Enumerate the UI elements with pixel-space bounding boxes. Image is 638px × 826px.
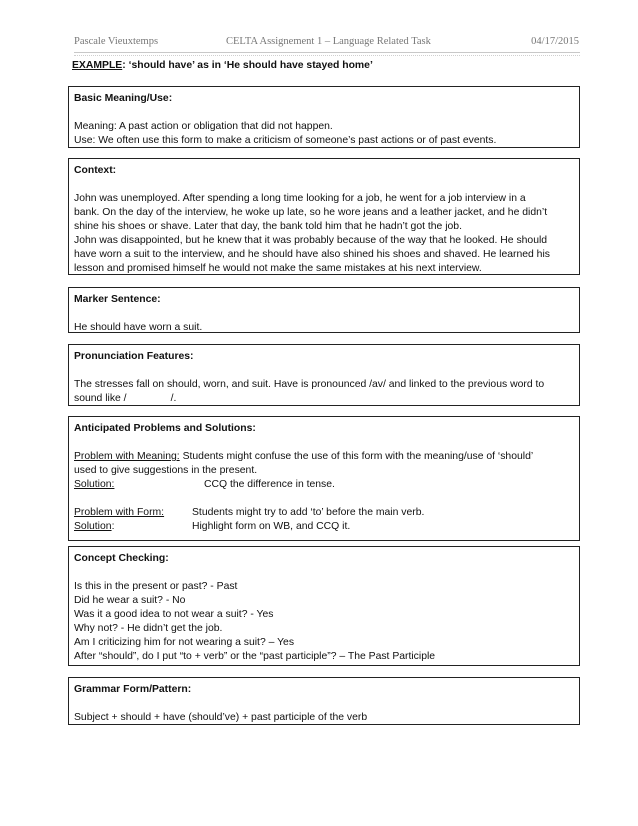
problem-form-line [74,506,574,520]
problem-meaning-line [74,450,574,464]
header-divider-dotted [74,55,580,56]
pronunciation-line-2-end: /. [170,393,177,404]
solution-1-text: CCQ the difference in tense. [204,479,335,490]
context-line: John was disappointed, but he knew that it was probably because of the way that he looked. He should [74,235,548,246]
document-date: 04/17/2015 [531,36,579,47]
ccq-line: Why not? - He didn’t get the job. [74,623,223,634]
problem-form-label: Problem with Form: [74,507,165,518]
solution-1-line [74,478,574,492]
ccq-line: Was it a good idea to not wear a suit? - Yes [74,609,274,620]
solution-2-colon: : [111,521,115,532]
meaning-line: Meaning: A past action or obligation that did not happen. [74,121,333,132]
basic-meaning-title: Basic Meaning/Use: [74,93,173,104]
example-heading [72,60,373,71]
pronunciation-line-2 [74,392,574,406]
problem-form-text: Students might try to add ‘to’ before the main verb. [192,507,425,518]
context-line: John was unemployed. After spending a long time looking for a job, he went for a job interview in a [74,193,526,204]
context-line: bank. On the day of the interview, he woke up late, so he wore jeans and a leather jacket, and he didn’t [74,207,548,218]
pronunciation-title: Pronunciation Features: [74,351,194,362]
context-box [68,158,580,275]
context-line: have worn a suit to the interview, and he should have also shined his shoes and shaved. He learned his [74,249,550,260]
page-header [74,36,579,50]
use-line: Use: We often use this form to make a criticism of someone’s past actions or of past events. [74,135,497,146]
solution-2-label: Solution [74,521,112,532]
ccq-line: Did he wear a suit? - No [74,595,186,606]
example-label: EXAMPLE [72,60,123,71]
context-title: Context: [74,165,117,176]
solution-2-text: Highlight form on WB, and CCQ it. [192,521,351,532]
marker-sentence-text: He should have worn a suit. [74,322,203,333]
ccq-line: After “should”, do I put “to + verb” or the “past participle”? – The Past Participle [74,651,436,662]
marker-sentence-title: Marker Sentence: [74,294,161,305]
assignment-title: CELTA Assignement 1 – Language Related Task [226,36,431,47]
problem-meaning-label: Problem with Meaning: [74,451,180,462]
grammar-form-title: Grammar Form/Pattern: [74,684,192,695]
anticipated-problems-box [68,416,580,541]
pronunciation-box [68,344,580,406]
ccq-line: Am I criticizing him for not wearing a suit? – Yes [74,637,295,648]
concept-checking-title: Concept Checking: [74,553,169,564]
problem-meaning-line-2: used to give suggestions in the present. [74,465,258,476]
pronunciation-line: The stresses fall on should, worn, and suit. Have is pronounced /av/ and linked to the previous word to [74,379,545,390]
anticipated-title: Anticipated Problems and Solutions: [74,423,256,434]
concept-checking-box [68,546,580,666]
author-name: Pascale Vieuxtemps [74,36,159,47]
context-line: lesson and promised himself he would not make the same mistakes at his next interview. [74,263,482,274]
problem-meaning-text: Students might confuse the use of this form with the meaning/use of ‘should’ [179,451,534,462]
basic-meaning-box [68,86,580,148]
solution-2-line [74,520,574,534]
solution-1-label: Solution: [74,479,115,490]
grammar-form-text: Subject + should + have (should’ve) + past participle of the verb [74,712,368,723]
context-line: shine his shoes or shave. Later that day, the bank told him that he hadn’t got the job. [74,221,462,232]
example-text: : ‘should have’ as in ‘He should have stayed home’ [122,60,373,71]
marker-sentence-box [68,287,580,333]
pronunciation-line-2-start: sound like / [74,393,127,404]
ccq-line: Is this in the present or past? - Past [74,581,238,592]
header-divider [74,52,580,53]
grammar-form-box [68,677,580,725]
